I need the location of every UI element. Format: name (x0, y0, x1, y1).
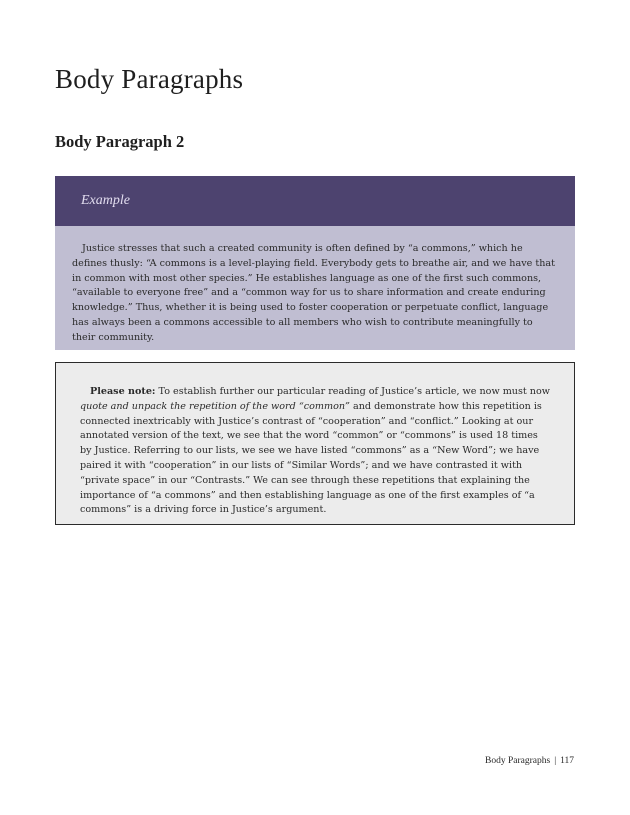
note-label: Please note: (90, 386, 156, 397)
page-number: 117 (560, 756, 574, 766)
example-text: Justice stresses that such a created community is often defined by “a commons,” which he defines thusly: “A commons is a level-playing field. Everybody gets to breathe air, and we have that in common with most other species.” He establishes language as one of the first such commons, “available to everyone free” and a “common way for us to share information and create enduring knowledge.” Thus, whether it is being used to foster cooperation or perpetuate conflict, language has always been a commons accessible to all members who wish to contribute meaningfully to their community. (72, 243, 555, 343)
example-header (55, 176, 575, 226)
example-label: Example (81, 193, 130, 208)
footer-running-title: Body Paragraphs (485, 756, 551, 766)
note-emphasis: quote and unpack the repetition of the word “common” (80, 400, 350, 412)
note-box (55, 362, 575, 525)
note-text (56, 363, 574, 518)
note-text-after: and demonstrate how this repetition is connected inextricably with Justice’s contrast of “cooperation” and “conflict.” Looking at our annotated version of the text, we see that the word “common” or “commons” is used 18 times by Justice. Referring to our lists, we see we have listed “commons” as a “New Word”; we have paired it with “cooperation” in our lists of “Similar Words”; and we have contrasted it with “private space” in our “Contrasts.” We can see through these repetitions that explaining the importance of “a commons” and then establishing language as one of the first examples of “a commons” is a driving force in Justice’s argument. (80, 400, 542, 516)
page-footer (485, 756, 574, 766)
example-box (55, 176, 575, 350)
page-title: Body Paragraphs (55, 64, 244, 94)
section-heading: Body Paragraph 2 (55, 132, 185, 151)
footer-separator: | (554, 756, 557, 766)
note-text-before: To establish further our particular reading of Justice’s article, we now must now (155, 386, 550, 397)
